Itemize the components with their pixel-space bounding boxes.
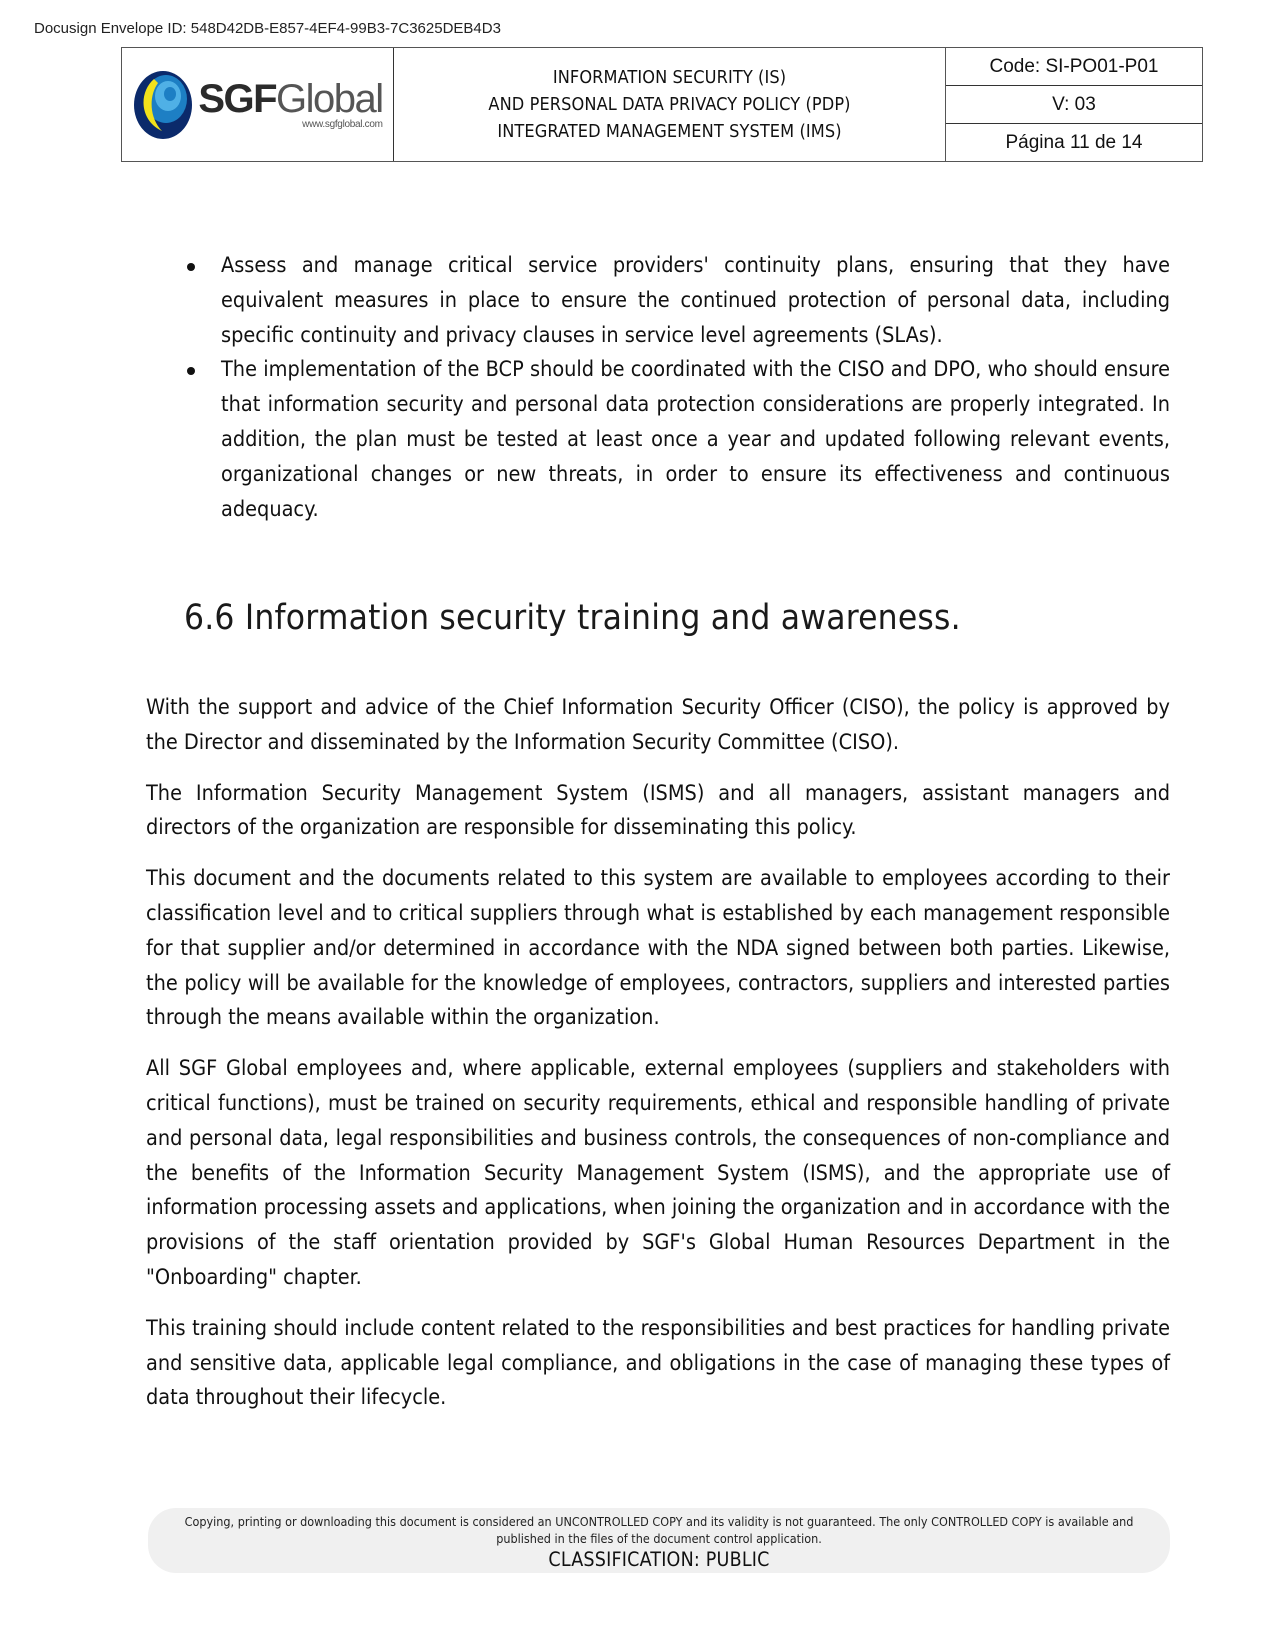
title-line: INFORMATION SECURITY (IS) — [552, 67, 787, 88]
page-number: Página 11 de 14 — [946, 123, 1202, 161]
paragraph: The Information Security Management System (ISMS) and all managers, assistant managers and directors of the organization are responsible for disseminating this policy. — [146, 780, 1170, 841]
list-item-text: The implementation of the BCP should be coordinated with the CISO and DPO, who should ensure that information security and personal data protection considerations are properly integrated. In addition, the plan must be tested at least once a year and updated following relevant events, organizational changes or new threats, in order to ensure its effectiveness and continuous adequacy. — [221, 357, 1170, 522]
title-line: INTEGRATED MANAGEMENT SYSTEM (IMS) — [497, 121, 842, 142]
bullet-icon — [187, 367, 195, 375]
document-version: V: 03 — [946, 85, 1202, 123]
bullet-list — [187, 249, 1170, 527]
copy-notice: Copying, printing or downloading this document is considered an UNCONTROLLED COPY and its validity is not guaranteed. The only CONTROLLED COPY is available and published in the files of the document control application. — [184, 1514, 1134, 1546]
section-heading: 6.6 Information security training and awareness. — [184, 598, 961, 638]
section-body — [146, 691, 1170, 1432]
document-title — [394, 48, 946, 161]
company-logo — [132, 69, 382, 141]
list-item-text: Assess and manage critical service providers' continuity plans, ensuring that they have equivalent measures in place to ensure the continued protection of personal data, including specific continuity and privacy clauses in service level agreements (SLAs). — [221, 253, 1170, 348]
list-item — [187, 249, 1170, 353]
paragraph: All SGF Global employees and, where applicable, external employees (suppliers and stakeholders with critical functions), must be trained on security requirements, ethical and responsible handling of private and personal data, legal responsibilities and business controls, the consequences of non-compliance and the benefits of the Information Security Management System (ISMS), and the appropriate use of information processing assets and applications, when joining the organization and in accordance with the provisions of the staff orientation provided by SGF's Global Human Resources Department in the "Onboarding" chapter. — [146, 1056, 1170, 1290]
paragraph: This document and the documents related to this system are available to employees according to their classification level and to critical suppliers through what is established by each management responsible for that supplier and/or determined in accordance with the NDA signed between both parties. Likewise, the policy will be available for the knowledge of employees, contractors, suppliers and interested parties through the means available within the organization. — [146, 866, 1170, 1031]
list-item — [187, 353, 1170, 527]
logo-cell — [122, 48, 394, 161]
logo-url: www.sgfglobal.com — [302, 119, 383, 130]
paragraph: With the support and advice of the Chief Information Security Officer (CISO), the policy is approved by the Director and disseminated by the Information Security Committee (CISO). — [146, 695, 1170, 755]
title-line: AND PERSONAL DATA PRIVACY POLICY (PDP) — [488, 94, 851, 115]
classification-label: CLASSIFICATION: PUBLIC — [548, 1548, 770, 1571]
logo-brand-light: Global — [276, 77, 383, 121]
document-header-table — [121, 47, 1203, 162]
paragraph: This training should include content related to the responsibilities and best practices for handling private and sensitive data, applicable legal compliance, and obligations in the case of managing these types of data throughout their lifecycle. — [146, 1315, 1170, 1411]
docusign-envelope-id: Docusign Envelope ID: 548D42DB-E857-4EF4-99B3-7C3625DEB4D3 — [34, 20, 501, 37]
bullet-icon — [187, 263, 195, 271]
logo-brand-bold: SGF — [198, 77, 277, 121]
document-code: Code: SI-PO01-P01 — [989, 55, 1159, 77]
page-footer — [148, 1508, 1170, 1573]
document-meta — [946, 48, 1202, 161]
sgf-globe-logo-icon — [132, 69, 194, 141]
